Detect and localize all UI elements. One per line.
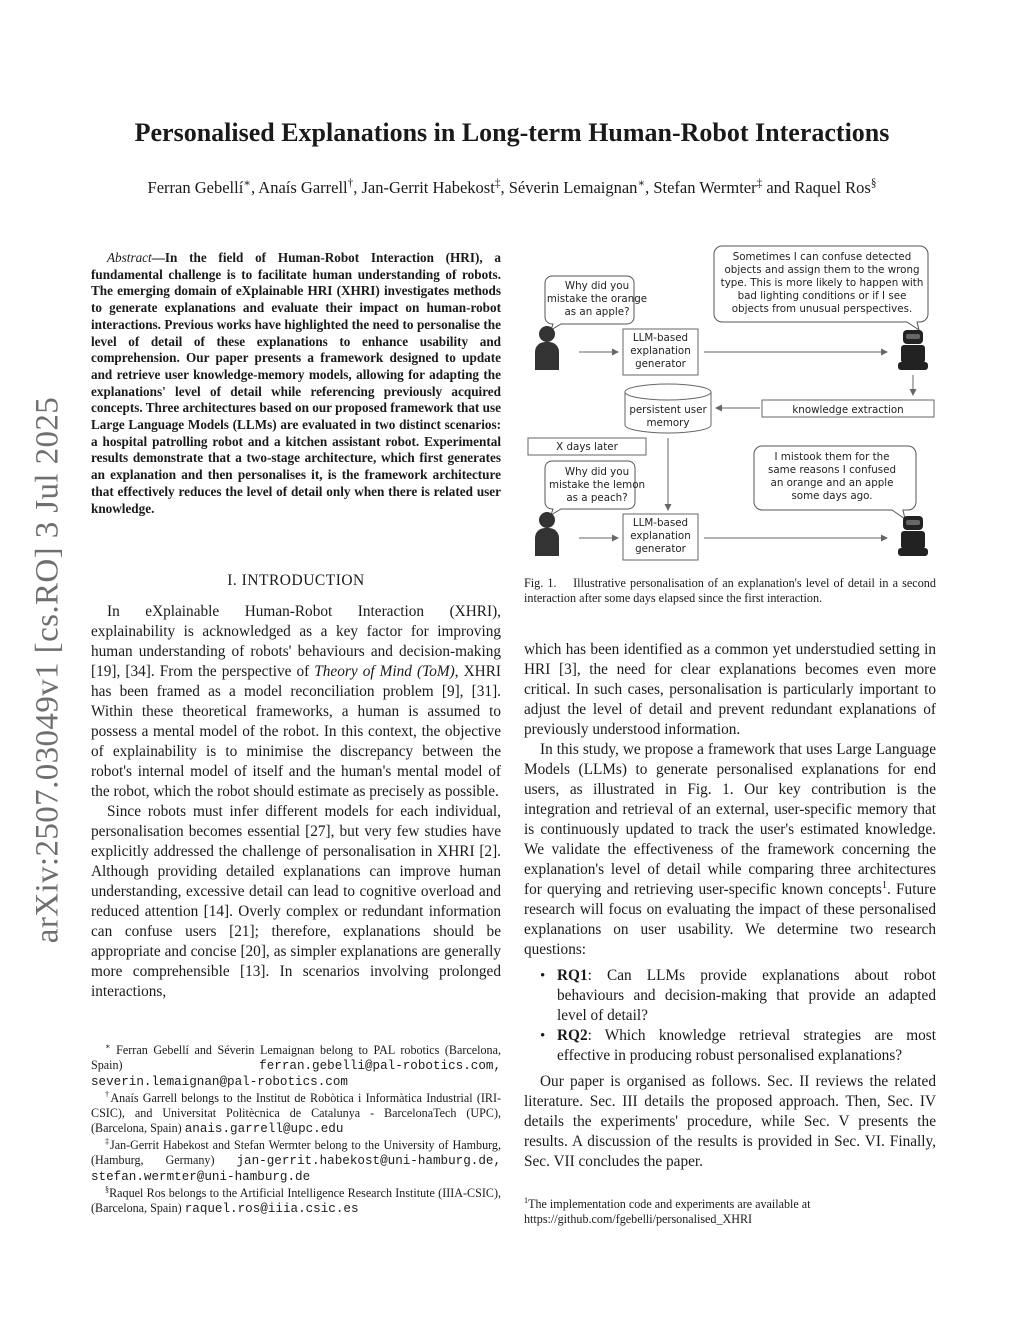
footnote-ref[interactable]: 1	[881, 879, 888, 891]
and-word: and	[766, 178, 791, 197]
email-link[interactable]: severin.lemaignan@pal-robotics.com	[91, 1075, 348, 1089]
footnote-mark: ‡	[105, 1136, 111, 1146]
footnote	[91, 1138, 501, 1185]
llm-box2-line: LLM-based	[632, 517, 689, 529]
bubble-a1-line: objects and assign them to the wrong	[724, 264, 920, 276]
intro-body	[91, 602, 501, 1002]
repo-link[interactable]: https://github.com/fgebelli/personalised_XHRI	[524, 1212, 753, 1226]
paragraph: Our paper is organised as follows. Sec. II reviews the related literature. Sec. III details the proposed approach. Then, Sec. IV details the experiments' procedure, while Sec. V presents the results. A discussion of the results is provided in Sec. VI. Finally, Sec. VII concludes the paper.	[524, 1073, 936, 1170]
arxiv-sidebar-stamp	[18, 385, 78, 955]
author-mark: ∗	[243, 177, 251, 190]
author: Ferran Gebellí	[147, 178, 244, 197]
bubble-q2-line: mistake the lemon	[548, 479, 646, 491]
footnote-mark: 1	[524, 1195, 529, 1205]
footnote-text: The implementation code and experiments are available at	[528, 1197, 811, 1211]
figure-1-diagram	[522, 242, 937, 572]
robot-icon	[898, 330, 928, 370]
email-link[interactable]: anais.garrell@upc.edu	[184, 1122, 344, 1136]
caption-text: Illustrative personalisation of an explanation's level of detail in a second interaction after some days elapsed since the first interaction.	[524, 576, 936, 605]
author: Séverin Lemaignan	[508, 178, 638, 197]
llm-box2-line: explanation	[630, 530, 691, 542]
arxiv-id: arXiv:2507.03049v1 [cs.RO] 3 Jul 2025	[29, 396, 66, 944]
footnote	[91, 1091, 501, 1137]
rq-label: RQ2	[557, 1027, 588, 1044]
footnote	[91, 1043, 501, 1090]
abstract-label: Abstract	[107, 250, 152, 265]
footnote	[524, 1197, 936, 1227]
right-column-body	[524, 640, 936, 1172]
person-icon	[535, 512, 559, 556]
bubble-a1-line: Sometimes I can confuse detected	[732, 251, 912, 263]
author-mark: ‡	[756, 177, 763, 190]
author-mark: †	[347, 177, 354, 190]
author: Stefan Wermter	[653, 178, 757, 197]
rq-text: : Which knowledge retrieval strategies are most effective in producing robust personalised explanations?	[557, 1027, 936, 1064]
bubble-a1-line: type. This is more likely to happen with	[720, 277, 924, 289]
bubble-q1-line: Why did you	[564, 280, 630, 292]
author: Jan-Gerrit Habekost	[361, 178, 495, 197]
paragraph	[524, 740, 936, 960]
robot-icon	[898, 516, 928, 556]
llm-box1-line: generator	[635, 358, 686, 370]
section-heading: I. INTRODUCTION	[227, 572, 365, 589]
abstract	[91, 250, 501, 517]
list-item	[557, 966, 936, 1026]
email-link[interactable]: stefan.wermter@uni-hamburg.de	[91, 1170, 311, 1184]
paragraph-emphasis: Theory of Mind (ToM)	[314, 663, 455, 680]
llm-box1-line: LLM-based	[632, 332, 689, 344]
footnote-text: Raquel Ros belongs to the Artificial Intelligence Research Institute (IIIA-CSIC), (Barcelona, Spain)	[91, 1186, 501, 1215]
rq-label: RQ1	[557, 967, 588, 984]
llm-box1-line: explanation	[630, 345, 691, 357]
author-list: Ferran Gebellí∗, Anaís Garrell†, Jan-Gerrit Habekost‡, Séverin Lemaignan∗, Stefan Wermter‡ and Raquel Ros§	[147, 177, 877, 197]
bubble-q1-line: as an apple?	[564, 306, 630, 318]
email-link[interactable]: raquel.ros@iiia.csic.es	[184, 1202, 359, 1216]
bubble-a2-line: some days ago.	[791, 490, 873, 502]
paper-title: Personalised Explanations in Long-term Human-Robot Interactions	[134, 118, 890, 147]
email-link[interactable]: ferran.gebelli@pal-robotics.com,	[259, 1059, 501, 1073]
paragraph-text: . Future research will focus on evaluating the impact of these personalised explanations on user usability. We determine two research questions:	[524, 881, 936, 958]
abstract-text: In the field of Human-Robot Interaction (HRI), a fundamental challenge is to facilitate human understanding of robots. The emerging domain of eXplainable HRI (XHRI) investigates methods to generate explanations and evaluate their impact on human-robot interactions. Previous works have highlighted the need to personalise the level of detail of these explanations to enhance usability and comprehension. Our paper presents a framework designed to update and retrieve user knowledge-memory models, allowing for adapting the explanations' level of detail while referencing previously acquired concepts. Three architectures based on our proposed framework that use Large Language Models (LLMs) are evaluated in two distinct scenarios: a hospital patrolling robot and a kitchen assistant robot. Experimental results demonstrate that a two-stage architecture, which first generates an explanation and then personalises it, is the framework architecture that effectively reduces the level of detail only when there is related user knowledge.	[91, 250, 501, 516]
paragraph: which has been identified as a common yet understudied setting in HRI [3], the need for clear explanations becomes even more critical. In such cases, personalisation is particularly important to adjust the level of detail and prevent redundant explanations of previously understood information.	[524, 641, 936, 738]
bubble-a2-line: same reasons I confused	[768, 464, 896, 476]
x-days-later-label: X days later	[556, 441, 618, 453]
paragraph	[91, 602, 501, 802]
footnote-mark: §	[105, 1184, 110, 1194]
footnote-text: Ferran Gebellí and Séverin Lemaignan belong to PAL robotics (Barcelona, Spain)	[91, 1043, 501, 1072]
figure-caption	[524, 576, 936, 606]
list-item	[557, 1026, 936, 1066]
knowledge-extraction-label: knowledge extraction	[792, 404, 904, 416]
bubble-a2-line: an orange and an apple	[770, 477, 894, 489]
footnote-text: Anaís Garrell belongs to the Institut de Robòtica i Informàtica Industrial (IRI-CSIC), and Universitat Politècnica de Catalunya - BarcelonaTech (UPC), (Barcelona, Spain)	[91, 1091, 502, 1135]
bubble-q1-line: mistake the orange	[546, 293, 648, 305]
memory-label-line: persistent user	[629, 404, 707, 416]
abstract-dash: —	[151, 250, 165, 265]
paragraph: Since robots must infer different models for each individual, personalisation becomes essential [27], but very few studies have explicitly addressed the challenge of personalisation in XHRI [2]. Although providing detailed explanations can improve human understanding, excessive detail can lead to cognitive overload and reduced attention [14]. Overly complex or redundant information can confuse users [21]; therefore, explanations should be appropriate and concise [20], as simpler explanations are generally more comprehensible [13]. In scenarios involving prolonged interactions,	[91, 803, 501, 1000]
person-icon	[535, 326, 559, 370]
bubble-a1-line: bad lighting conditions or if I see	[737, 290, 907, 302]
author: Anaís Garrell	[258, 178, 348, 197]
email-link[interactable]: jan-gerrit.habekost@uni-hamburg.de,	[236, 1154, 501, 1168]
footnote-mark: †	[105, 1089, 111, 1099]
bubble-a2-line: I mistook them for the	[774, 451, 890, 463]
paragraph-text: , XHRI has been framed as a model reconciliation problem [9], [31]. Within these theoretical frameworks, a human is assumed to possess a mental model of the robot. In this context, the objective of explainability is to minimise the discrepancy between the robot's internal model of itself and the human's mental model of the robot, which the robot should estimate as precisely as possible.	[91, 663, 501, 800]
footnote	[91, 1186, 501, 1217]
author-mark: ‡	[494, 177, 501, 190]
paragraph-text: In eXplainable Human-Robot Interaction (XHRI), explainability is acknowledged as a key factor for improving human understanding of robots' behaviours and decision-making [19], [34]. From the perspective of	[91, 603, 501, 680]
author-mark: §	[870, 177, 877, 190]
footnote-right	[524, 1197, 936, 1227]
bubble-q2-line: Why did you	[564, 466, 630, 478]
research-questions-list	[524, 966, 936, 1066]
author: Raquel Ros	[794, 178, 871, 197]
footnote-text: Jan-Gerrit Habekost and Stefan Wermter belong to the University of Hamburg, (Hamburg, Germany)	[91, 1138, 501, 1167]
paragraph-text: In this study, we propose a framework that uses Large Language Models (LLMs) to generate personalised explanations for end users, as illustrated in Fig. 1. Our key contribution is the integration and retrieval of an external, user-specific memory that is continuously updated to track the user's estimated knowledge. We validate the effectiveness of the framework concerning the explanation's level of detail while comparing three architectures for querying and retrieving user-specific known concepts	[524, 741, 936, 898]
rq-text: : Can LLMs provide explanations about robot behaviours and decision-making that provide an adapted level of detail?	[557, 967, 936, 1024]
affiliation-footnotes	[91, 1043, 501, 1218]
author-mark: ∗	[637, 177, 646, 190]
bubble-q2-line: as a peach?	[566, 492, 628, 504]
llm-box2-line: generator	[635, 543, 686, 555]
footnote-mark: ∗	[105, 1041, 111, 1051]
caption-label: Fig. 1.	[524, 576, 557, 590]
bubble-a1-line: objects from unusual perspectives.	[731, 303, 913, 315]
memory-label-line: memory	[646, 417, 690, 429]
